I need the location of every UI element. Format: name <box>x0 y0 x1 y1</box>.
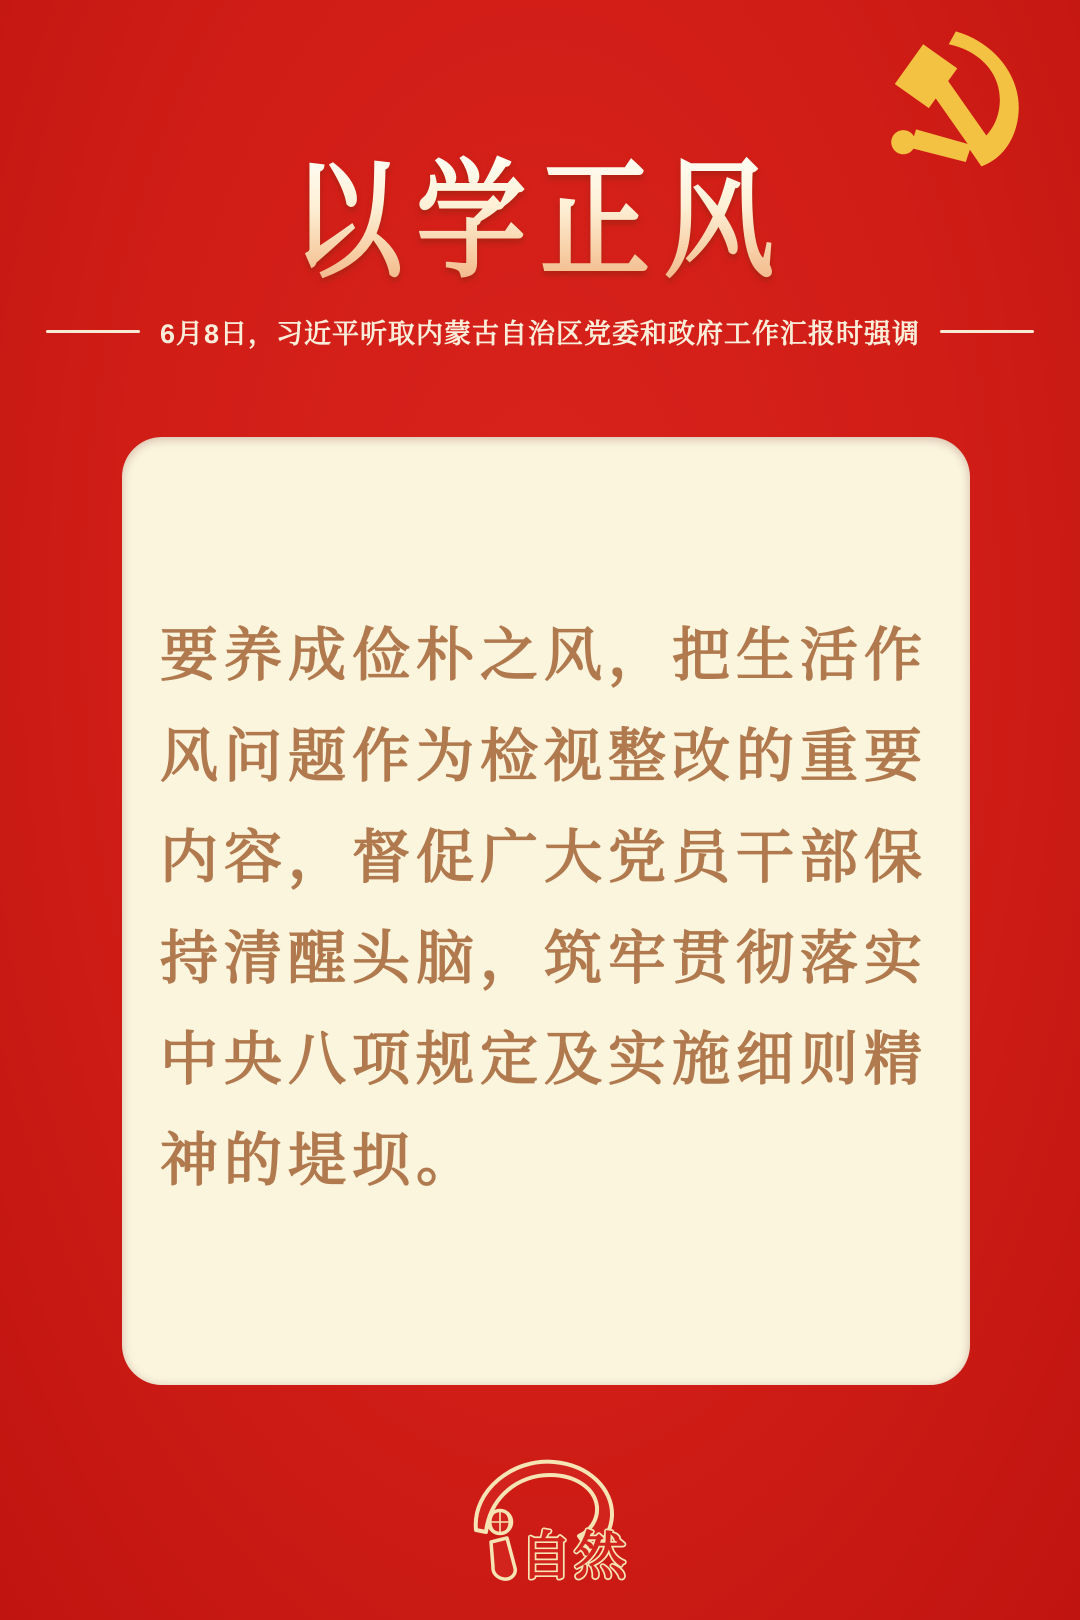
quote-line: 神的堤坝。 <box>160 1128 481 1193</box>
footer-brand-logo <box>462 1452 642 1592</box>
quote-line: 要养成俭朴之风，把生活作 <box>160 623 929 688</box>
poster-title: 以学正风 <box>76 146 1005 297</box>
quote-line: 中央八项规定及实施细则精 <box>160 1027 929 1092</box>
subtitle-text: 6月8日，习近平听取内蒙古自治区党委和政府工作汇报时强调 <box>159 319 921 349</box>
subtitle-row <box>0 312 1080 351</box>
footer-logo-text: 自然 <box>520 1528 629 1586</box>
quote-card <box>122 437 970 1385</box>
subtitle-right-dash <box>940 330 1034 333</box>
quote-line: 风问题作为检视整改的重要 <box>160 724 929 789</box>
quote-line: 内容，督促广大党员干部保 <box>160 825 929 890</box>
subtitle-left-dash <box>46 330 140 333</box>
quote-line: 持清醒头脑，筑牢贯彻落实 <box>160 926 929 991</box>
quote-text <box>160 605 938 1211</box>
microphone-i-icon <box>489 1511 516 1580</box>
